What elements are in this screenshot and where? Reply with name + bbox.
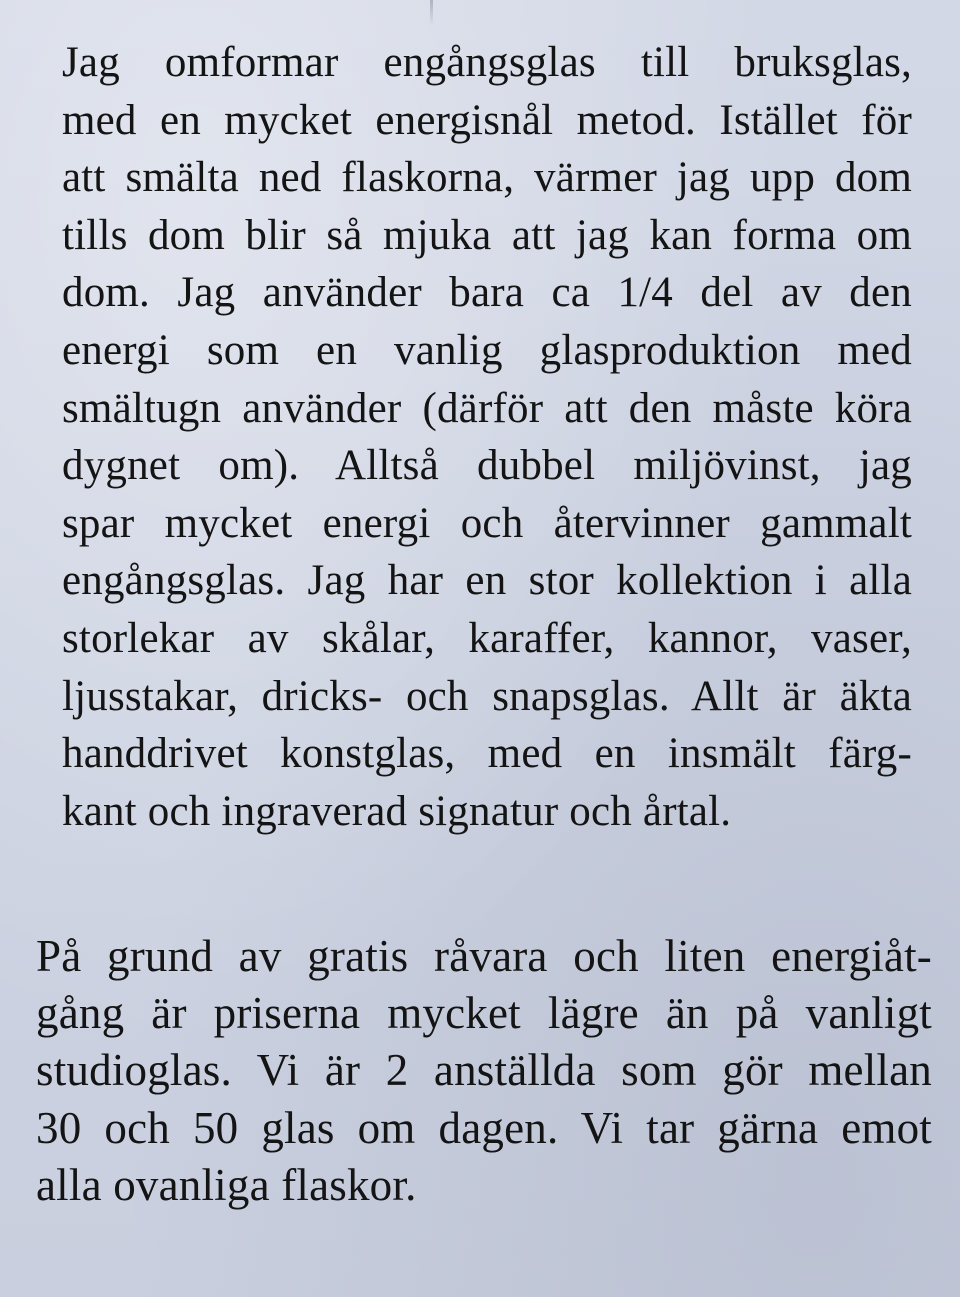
paragraph-1: [62, 34, 912, 840]
text-line: ljusstakar, dricks- och snapsglas. Allt är äkta: [62, 672, 912, 720]
text-line: dygnet om). Alltså dubbel miljövinst, jag: [62, 442, 912, 490]
text-line: engångsglas. Jag har en stor kollektion i alla: [62, 557, 912, 605]
text-line: alla ovanliga flaskor.: [36, 1159, 417, 1210]
text-line: energi som en vanlig glasproduktion med: [62, 326, 912, 374]
text-line: studioglas. Vi är 2 anställda som gör mellan: [36, 1045, 932, 1096]
text-line: handdrivet konstglas, med en insmält färg-: [62, 730, 912, 778]
text-line: tills dom blir så mjuka att jag kan forma om: [62, 211, 912, 259]
text-line: kant och ingraverad signatur och årtal.: [62, 787, 732, 835]
paragraph-2: [36, 928, 932, 1214]
paper-fold: [430, 0, 433, 26]
text-line: 30 och 50 glas om dagen. Vi tar gärna emot: [36, 1102, 932, 1153]
text-line: storlekar av skålar, karaffer, kannor, vaser,: [62, 614, 912, 662]
text-line: att smälta ned flaskorna, värmer jag upp dom: [62, 154, 912, 202]
text-line: dom. Jag använder bara ca 1/4 del av den: [62, 269, 912, 317]
text-line: gång är priserna mycket lägre än på vanligt: [36, 988, 932, 1039]
text-line: På grund av gratis råvara och liten energiåt-: [36, 931, 932, 981]
text-line: Jag omformar engångsglas till bruksglas,: [62, 39, 912, 86]
text-line: med en mycket energisnål metod. Istället för: [62, 96, 912, 144]
text-line: smältugn använder (därför att den måste köra: [62, 384, 912, 432]
text-line: spar mycket energi och återvinner gammalt: [62, 499, 912, 547]
